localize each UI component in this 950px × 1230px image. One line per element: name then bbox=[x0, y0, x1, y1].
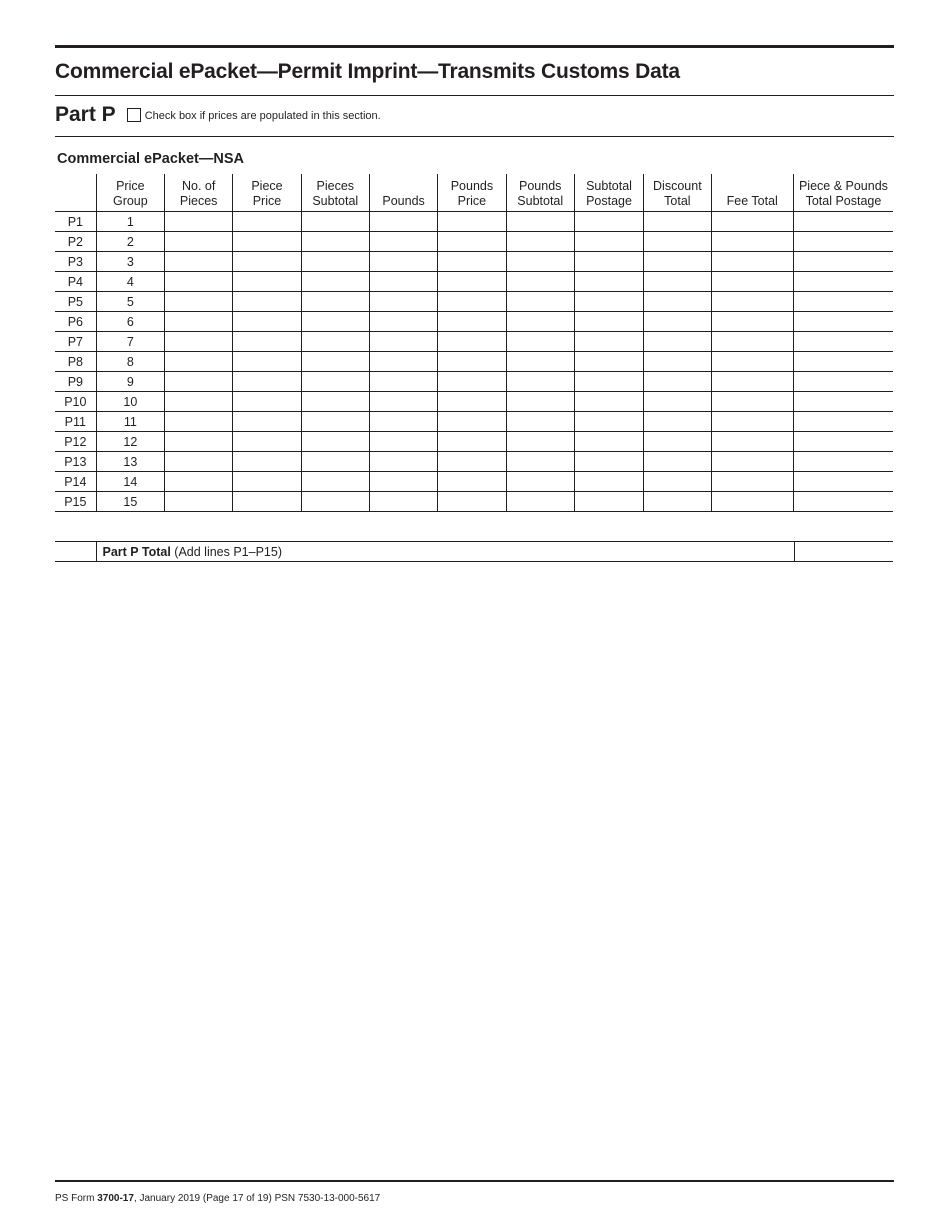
pounds-input[interactable] bbox=[369, 352, 437, 372]
pieces-subtotal-input[interactable] bbox=[301, 352, 369, 372]
table-header-row bbox=[55, 174, 893, 212]
pounds-subtotal-input[interactable] bbox=[506, 412, 574, 432]
fee-total-input[interactable] bbox=[711, 492, 793, 512]
fee-total-input[interactable] bbox=[711, 432, 793, 452]
pounds-subtotal-input[interactable] bbox=[506, 492, 574, 512]
pounds-price-input[interactable] bbox=[438, 212, 506, 232]
header-line2: Subtotal bbox=[517, 194, 564, 208]
discount-total-input[interactable] bbox=[644, 412, 711, 432]
total-label-note: (Add lines P1–P15) bbox=[170, 544, 282, 559]
total-postage-input[interactable] bbox=[793, 212, 893, 232]
pounds-input[interactable] bbox=[369, 432, 437, 452]
pounds-input[interactable] bbox=[369, 212, 437, 232]
table-row bbox=[55, 432, 893, 452]
total-postage-input[interactable] bbox=[793, 432, 893, 452]
pounds-price-input[interactable] bbox=[438, 252, 506, 272]
piece-price-input[interactable] bbox=[233, 372, 301, 392]
pieces-subtotal-input[interactable] bbox=[301, 232, 369, 252]
no-of-pieces-input[interactable] bbox=[165, 232, 233, 252]
piece-price-input[interactable] bbox=[233, 292, 301, 312]
header-line1: Piece bbox=[251, 179, 283, 193]
pieces-subtotal-input[interactable] bbox=[301, 392, 369, 412]
table-row bbox=[55, 332, 893, 352]
no-of-pieces-input[interactable] bbox=[165, 252, 233, 272]
piece-price-input[interactable] bbox=[233, 232, 301, 252]
total-postage-input[interactable] bbox=[793, 232, 893, 252]
discount-total-input[interactable] bbox=[644, 392, 711, 412]
piece-price-input[interactable] bbox=[233, 212, 301, 232]
header-line2: Pounds bbox=[382, 194, 425, 208]
part-header bbox=[55, 103, 381, 127]
table-row bbox=[55, 412, 893, 432]
row-line-label: P8 bbox=[55, 352, 96, 372]
no-of-pieces-input[interactable] bbox=[165, 272, 233, 292]
subtotal-postage-input[interactable] bbox=[574, 492, 643, 512]
row-price-group: 7 bbox=[96, 332, 164, 352]
pounds-price-input[interactable] bbox=[438, 432, 506, 452]
header-fee-total bbox=[711, 174, 793, 212]
pounds-input[interactable] bbox=[369, 312, 437, 332]
header-pounds bbox=[369, 174, 437, 212]
discount-total-input[interactable] bbox=[644, 352, 711, 372]
table-row bbox=[55, 292, 893, 312]
pounds-subtotal-input[interactable] bbox=[506, 452, 574, 472]
table-row bbox=[55, 252, 893, 272]
pounds-price-input[interactable] bbox=[438, 452, 506, 472]
table-row bbox=[55, 452, 893, 472]
header-pieces-subtotal bbox=[301, 174, 369, 212]
table-row bbox=[55, 312, 893, 332]
header-line1: Discount bbox=[653, 179, 702, 193]
fee-total-input[interactable] bbox=[711, 352, 793, 372]
pounds-price-input[interactable] bbox=[438, 472, 506, 492]
header-line1 bbox=[712, 179, 793, 194]
row-line-label: P3 bbox=[55, 252, 96, 272]
row-line-label: P7 bbox=[55, 332, 96, 352]
subtotal-postage-input[interactable] bbox=[574, 292, 643, 312]
pounds-price-input[interactable] bbox=[438, 412, 506, 432]
fee-total-input[interactable] bbox=[711, 232, 793, 252]
header-line1: Pounds bbox=[450, 179, 494, 193]
header-pounds-price bbox=[438, 174, 506, 212]
total-postage-input[interactable] bbox=[793, 352, 893, 372]
pieces-subtotal-input[interactable] bbox=[301, 252, 369, 272]
pounds-input[interactable] bbox=[369, 492, 437, 512]
pounds-subtotal-input[interactable] bbox=[506, 392, 574, 412]
row-price-group: 13 bbox=[96, 452, 164, 472]
total-postage-input[interactable] bbox=[793, 312, 893, 332]
pieces-subtotal-input[interactable] bbox=[301, 292, 369, 312]
pounds-input[interactable] bbox=[369, 392, 437, 412]
row-price-group: 14 bbox=[96, 472, 164, 492]
pounds-price-input[interactable] bbox=[438, 232, 506, 252]
row-line-label: P1 bbox=[55, 212, 96, 232]
header-subtotal-postage bbox=[574, 174, 643, 212]
subtotal-postage-input[interactable] bbox=[574, 412, 643, 432]
row-price-group: 5 bbox=[96, 292, 164, 312]
pounds-subtotal-input[interactable] bbox=[506, 312, 574, 332]
header-total-postage bbox=[793, 174, 893, 212]
fee-total-input[interactable] bbox=[711, 472, 793, 492]
top-rule bbox=[55, 45, 894, 48]
header-line1 bbox=[370, 179, 437, 194]
footer-rule bbox=[55, 1180, 894, 1182]
row-price-group: 12 bbox=[96, 432, 164, 452]
total-postage-input[interactable] bbox=[793, 332, 893, 352]
pounds-price-input[interactable] bbox=[438, 392, 506, 412]
total-postage-input[interactable] bbox=[793, 452, 893, 472]
header-line1: Pounds bbox=[519, 179, 562, 193]
row-price-group: 11 bbox=[96, 412, 164, 432]
subtotal-postage-input[interactable] bbox=[574, 272, 643, 292]
row-price-group: 1 bbox=[96, 212, 164, 232]
no-of-pieces-input[interactable] bbox=[165, 452, 233, 472]
subtotal-postage-input[interactable] bbox=[574, 452, 643, 472]
row-line-label: P2 bbox=[55, 232, 96, 252]
header-line2: Total bbox=[664, 194, 691, 208]
header-line1: Pieces bbox=[316, 179, 355, 193]
discount-total-input[interactable] bbox=[644, 252, 711, 272]
header-line1: Piece & Pounds bbox=[798, 179, 888, 193]
piece-price-input[interactable] bbox=[233, 392, 301, 412]
pounds-input[interactable] bbox=[369, 272, 437, 292]
piece-price-input[interactable] bbox=[233, 492, 301, 512]
total-postage-input[interactable] bbox=[793, 472, 893, 492]
pounds-subtotal-input[interactable] bbox=[506, 472, 574, 492]
fee-total-input[interactable] bbox=[711, 452, 793, 472]
header-line1: Subtotal bbox=[586, 179, 632, 193]
pounds-input[interactable] bbox=[369, 472, 437, 492]
subtotal-postage-input[interactable] bbox=[574, 332, 643, 352]
subtotal-postage-input[interactable] bbox=[574, 232, 643, 252]
piece-price-input[interactable] bbox=[233, 412, 301, 432]
discount-total-input[interactable] bbox=[644, 472, 711, 492]
pounds-price-input[interactable] bbox=[438, 352, 506, 372]
row-line-label: P5 bbox=[55, 292, 96, 312]
piece-price-input[interactable] bbox=[233, 272, 301, 292]
pounds-price-input[interactable] bbox=[438, 292, 506, 312]
header-line2: Total Postage bbox=[805, 194, 882, 208]
total-table bbox=[55, 541, 893, 562]
no-of-pieces-input[interactable] bbox=[165, 312, 233, 332]
row-line-label: P13 bbox=[55, 452, 96, 472]
row-price-group: 15 bbox=[96, 492, 164, 512]
total-postage-input[interactable] bbox=[793, 412, 893, 432]
fee-total-input[interactable] bbox=[711, 292, 793, 312]
discount-total-input[interactable] bbox=[644, 372, 711, 392]
subtotal-postage-input[interactable] bbox=[574, 352, 643, 372]
row-price-group: 6 bbox=[96, 312, 164, 332]
table-row bbox=[55, 392, 893, 412]
pounds-subtotal-input[interactable] bbox=[506, 292, 574, 312]
fee-total-input[interactable] bbox=[711, 272, 793, 292]
pieces-subtotal-input[interactable] bbox=[301, 312, 369, 332]
pieces-subtotal-input[interactable] bbox=[301, 472, 369, 492]
pieces-subtotal-input[interactable] bbox=[301, 452, 369, 472]
piece-price-input[interactable] bbox=[233, 452, 301, 472]
header-piece-price bbox=[233, 174, 301, 212]
table-row bbox=[55, 472, 893, 492]
row-price-group: 3 bbox=[96, 252, 164, 272]
subtotal-postage-input[interactable] bbox=[574, 432, 643, 452]
pounds-subtotal-input[interactable] bbox=[506, 212, 574, 232]
pounds-price-input[interactable] bbox=[438, 272, 506, 292]
discount-total-input[interactable] bbox=[644, 452, 711, 472]
section-title: Commercial ePacket—NSA bbox=[57, 151, 244, 167]
pounds-price-input[interactable] bbox=[438, 372, 506, 392]
header-line2: Pieces bbox=[179, 194, 218, 208]
header-line2: Price bbox=[457, 194, 487, 208]
title-divider bbox=[55, 95, 894, 96]
total-postage-input[interactable] bbox=[793, 292, 893, 312]
header-line2: Postage bbox=[586, 194, 632, 208]
table-row bbox=[55, 232, 893, 252]
piece-price-input[interactable] bbox=[233, 332, 301, 352]
pounds-subtotal-input[interactable] bbox=[506, 432, 574, 452]
row-line-label: P12 bbox=[55, 432, 96, 452]
table-row bbox=[55, 492, 893, 512]
part-divider bbox=[55, 136, 894, 137]
discount-total-input[interactable] bbox=[644, 212, 711, 232]
pounds-price-input[interactable] bbox=[438, 492, 506, 512]
no-of-pieces-input[interactable] bbox=[165, 392, 233, 412]
no-of-pieces-input[interactable] bbox=[165, 492, 233, 512]
pounds-subtotal-input[interactable] bbox=[506, 232, 574, 252]
fee-total-input[interactable] bbox=[711, 372, 793, 392]
piece-price-input[interactable] bbox=[233, 312, 301, 332]
pounds-subtotal-input[interactable] bbox=[506, 372, 574, 392]
fee-total-input[interactable] bbox=[711, 312, 793, 332]
row-line-label: P14 bbox=[55, 472, 96, 492]
discount-total-input[interactable] bbox=[644, 312, 711, 332]
row-price-group: 10 bbox=[96, 392, 164, 412]
total-row bbox=[55, 542, 893, 562]
row-price-group: 8 bbox=[96, 352, 164, 372]
row-price-group: 2 bbox=[96, 232, 164, 252]
pieces-subtotal-input[interactable] bbox=[301, 492, 369, 512]
header-line1 bbox=[55, 194, 96, 209]
nsa-table bbox=[55, 174, 893, 512]
fee-total-input[interactable] bbox=[711, 392, 793, 412]
prices-populated-checkbox[interactable] bbox=[127, 108, 141, 122]
piece-price-input[interactable] bbox=[233, 252, 301, 272]
header-line1: No. of bbox=[181, 179, 216, 193]
pieces-subtotal-input[interactable] bbox=[301, 432, 369, 452]
pieces-subtotal-input[interactable] bbox=[301, 212, 369, 232]
pounds-input[interactable] bbox=[369, 292, 437, 312]
piece-price-input[interactable] bbox=[233, 472, 301, 492]
no-of-pieces-input[interactable] bbox=[165, 332, 233, 352]
discount-total-input[interactable] bbox=[644, 492, 711, 512]
form-title: Commercial ePacket—Permit Imprint—Transmits Customs Data bbox=[55, 60, 680, 83]
fee-total-input[interactable] bbox=[711, 332, 793, 352]
row-line-label: P11 bbox=[55, 412, 96, 432]
table-row bbox=[55, 352, 893, 372]
total-postage-input[interactable] bbox=[793, 372, 893, 392]
subtotal-postage-input[interactable] bbox=[574, 372, 643, 392]
total-label bbox=[96, 542, 794, 562]
row-line-label: P15 bbox=[55, 492, 96, 512]
piece-price-input[interactable] bbox=[233, 432, 301, 452]
subtotal-postage-input[interactable] bbox=[574, 252, 643, 272]
total-label-bold: Part P Total bbox=[102, 544, 171, 559]
discount-total-input[interactable] bbox=[644, 292, 711, 312]
table-row bbox=[55, 272, 893, 292]
pounds-input[interactable] bbox=[369, 412, 437, 432]
fee-total-input[interactable] bbox=[711, 252, 793, 272]
pieces-subtotal-input[interactable] bbox=[301, 412, 369, 432]
no-of-pieces-input[interactable] bbox=[165, 412, 233, 432]
table-body bbox=[55, 212, 893, 512]
pounds-subtotal-input[interactable] bbox=[506, 352, 574, 372]
pounds-input[interactable] bbox=[369, 232, 437, 252]
total-line-cell bbox=[55, 542, 96, 562]
total-postage-input[interactable] bbox=[793, 492, 893, 512]
pounds-input[interactable] bbox=[369, 452, 437, 472]
footer-form-number: 3700-17 bbox=[97, 1193, 134, 1204]
form-footer bbox=[55, 1193, 380, 1204]
no-of-pieces-input[interactable] bbox=[165, 432, 233, 452]
no-of-pieces-input[interactable] bbox=[165, 212, 233, 232]
checkbox-label: Check box if prices are populated in this section. bbox=[144, 110, 381, 122]
subtotal-postage-input[interactable] bbox=[574, 392, 643, 412]
header-line1: Price bbox=[116, 179, 145, 193]
total-postage-input[interactable] bbox=[793, 392, 893, 412]
pieces-subtotal-input[interactable] bbox=[301, 272, 369, 292]
part-label: Part P bbox=[55, 103, 116, 126]
pieces-subtotal-input[interactable] bbox=[301, 372, 369, 392]
no-of-pieces-input[interactable] bbox=[165, 472, 233, 492]
header-line2: Price bbox=[252, 194, 282, 208]
no-of-pieces-input[interactable] bbox=[165, 352, 233, 372]
piece-price-input[interactable] bbox=[233, 352, 301, 372]
row-line-label: P9 bbox=[55, 372, 96, 392]
header-line2: Group bbox=[112, 194, 148, 208]
total-postage-input[interactable] bbox=[793, 272, 893, 292]
discount-total-input[interactable] bbox=[644, 332, 711, 352]
pieces-subtotal-input[interactable] bbox=[301, 332, 369, 352]
no-of-pieces-input[interactable] bbox=[165, 372, 233, 392]
header-no-of-pieces bbox=[165, 174, 233, 212]
discount-total-input[interactable] bbox=[644, 432, 711, 452]
row-price-group: 4 bbox=[96, 272, 164, 292]
header-line2: Subtotal bbox=[312, 194, 359, 208]
header-line2: Fee Total bbox=[726, 194, 778, 208]
pounds-price-input[interactable] bbox=[438, 332, 506, 352]
row-line-label: P4 bbox=[55, 272, 96, 292]
total-postage-input[interactable] bbox=[793, 252, 893, 272]
table-row bbox=[55, 212, 893, 232]
row-price-group: 9 bbox=[96, 372, 164, 392]
header-price-group bbox=[96, 174, 164, 212]
pounds-input[interactable] bbox=[369, 252, 437, 272]
footer-prefix: PS Form bbox=[55, 1193, 98, 1204]
pounds-input[interactable] bbox=[369, 372, 437, 392]
total-postage-input[interactable] bbox=[794, 542, 893, 562]
subtotal-postage-input[interactable] bbox=[574, 472, 643, 492]
pounds-subtotal-input[interactable] bbox=[506, 332, 574, 352]
table-row bbox=[55, 372, 893, 392]
footer-rest: , January 2019 (Page 17 of 19) PSN 7530-13-000-5617 bbox=[133, 1193, 381, 1204]
fee-total-input[interactable] bbox=[711, 212, 793, 232]
row-line-label: P6 bbox=[55, 312, 96, 332]
pounds-subtotal-input[interactable] bbox=[506, 252, 574, 272]
subtotal-postage-input[interactable] bbox=[574, 312, 643, 332]
pounds-input[interactable] bbox=[369, 332, 437, 352]
fee-total-input[interactable] bbox=[711, 412, 793, 432]
header-pounds-subtotal bbox=[506, 174, 574, 212]
header-line bbox=[55, 174, 96, 212]
discount-total-input[interactable] bbox=[644, 232, 711, 252]
subtotal-postage-input[interactable] bbox=[574, 212, 643, 232]
no-of-pieces-input[interactable] bbox=[165, 292, 233, 312]
pounds-price-input[interactable] bbox=[438, 312, 506, 332]
discount-total-input[interactable] bbox=[644, 272, 711, 292]
header-discount-total bbox=[644, 174, 711, 212]
pounds-subtotal-input[interactable] bbox=[506, 272, 574, 292]
row-line-label: P10 bbox=[55, 392, 96, 412]
